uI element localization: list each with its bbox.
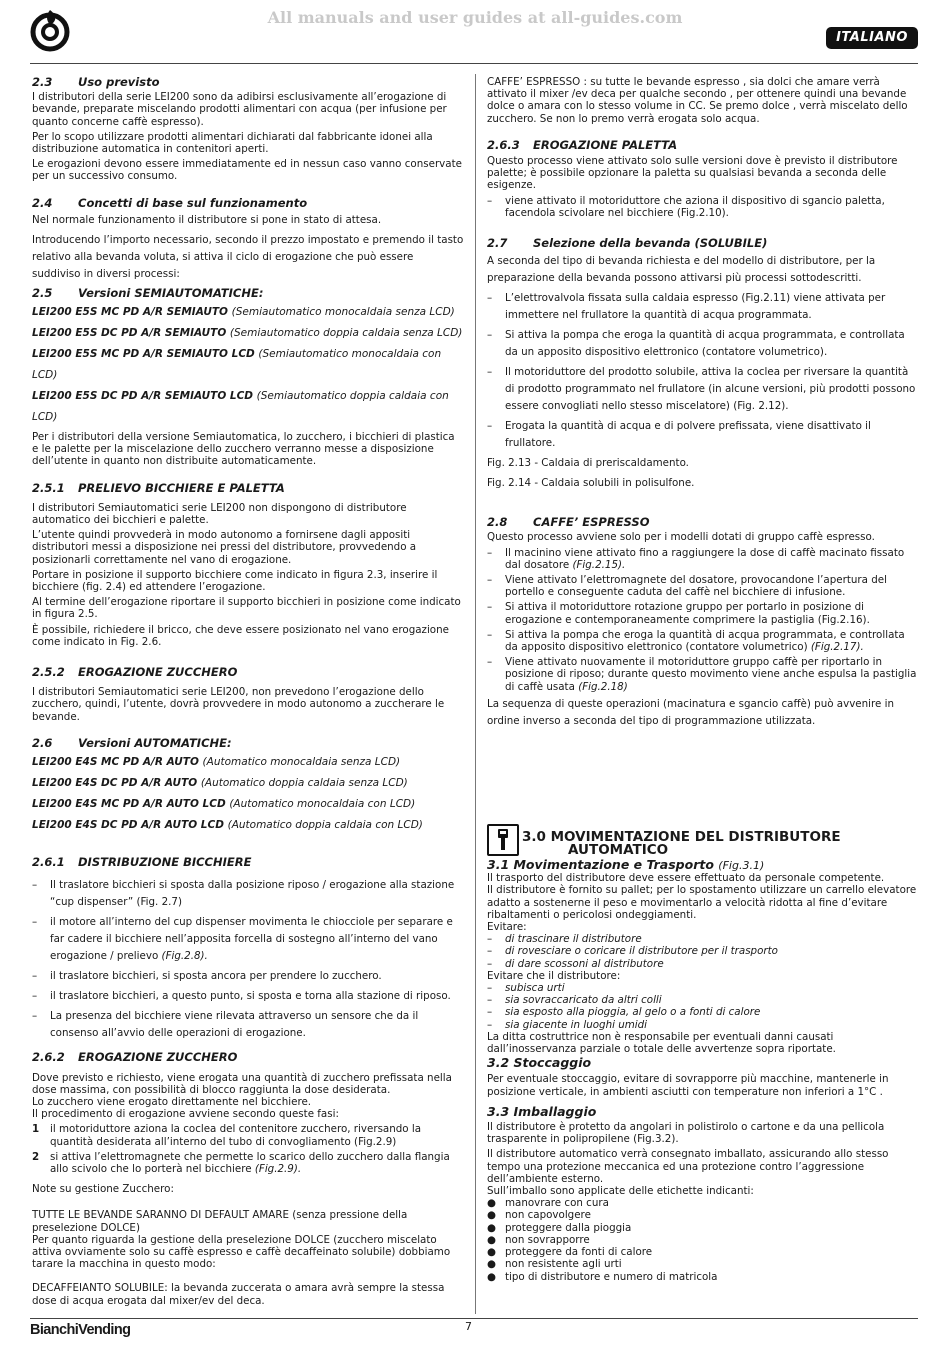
model-line: LEI200 E4S DC PD A/R AUTO (Automatico doppia caldaia senza LCD) <box>32 777 408 790</box>
paragraph: I distributori della serie LEI200 sono da adibirsi esclusivamente all’erogazione di bevande, preparate miscelando prodotti alimentari con acqua (per infusione per quanto concerne caffè espresso). <box>32 91 447 128</box>
paragraph: La ditta costruttrice non è responsabile per eventuali danni causati dall’inosservanza parziale o totale delle avvertenze sopra riportate. <box>487 1030 836 1056</box>
list-item: – Il macinino viene attivato fino a raggiungere la dose di caffè macinato fissato dal dosatore (Fig.2.15). <box>487 546 905 571</box>
list-item: ● manovrare con cura <box>487 1197 609 1210</box>
list-item: – L’elettrovalvola fissata sulla caldaia espresso (Fig.2.11) viene attivata per immettere nel frullatore la quantità di acqua programmata. <box>487 292 886 322</box>
model-line: LEI200 E4S MC PD A/R AUTO LCD (Automatico monocaldaia con LCD) <box>32 798 416 811</box>
list-item: – Si attiva il motoriduttore rotazione gruppo per portarlo in posizione di erogazione e contemporaneamente comprimere la pastiglia (Fig.2.16). <box>487 601 870 626</box>
list-item: ● proteggere dalla pioggia <box>487 1221 632 1234</box>
footer-rule <box>30 1318 918 1319</box>
paragraph: Per i distributori della versione Semiautomatica, lo zucchero, i bicchieri di plastica e le palette per la miscelazione dello zucchero verranno messe a disposizione dell’utente in quanto non distribuite automaticamente. <box>32 431 455 468</box>
watermark: All manuals and user guides at all-guides.com <box>267 8 683 27</box>
list-item: 2 si attiva l’elettromagnete che permette lo scarico dello zucchero dalla flangia allo scivolo che lo porterà nel bicchiere (Fig.2.9). <box>32 1150 450 1175</box>
figure-caption: Fig. 2.13 - Caldaia di preriscaldamento. <box>487 457 689 470</box>
paragraph: CAFFE’ ESPRESSO : su tutte le bevande espresso , sia dolci che amare verrà attivato il mixer /ev deca per qualche secondo , per ottenere quindi una bevande dolce o amara con lo stesso volume in CC. Se premo dolce , verrà miscelato dello zucchero. Se non lo premo verrà erogata solo acqua. <box>487 76 908 125</box>
model-line: LEI200 E4S DC PD A/R AUTO LCD (Automatico doppia caldaia con LCD) <box>32 819 423 832</box>
model-line: LEI200 E5S DC PD A/R SEMIAUTO (Semiautomatico doppia caldaia senza LCD) <box>32 327 463 340</box>
figure-caption: Fig. 2.14 - Caldaia solubili in polisulfone. <box>487 477 695 490</box>
heading-3-1: 3.1 Movimentazione e Trasporto (Fig.3.1) <box>487 857 765 872</box>
paragraph: Per lo scopo utilizzare prodotti alimentari dichiarati dal fabbricante idonei alla distribuzione automatica in contenitori aperti. <box>32 130 433 156</box>
heading-2-5-2: 2.5.2 EROGAZIONE ZUCCHERO <box>32 665 238 680</box>
list-item: ● non sovrapporre <box>487 1233 590 1246</box>
heading-2-4: 2.4 Concetti di base sul funzionamento <box>32 195 308 210</box>
paragraph: Note su gestione Zucchero: <box>32 1183 174 1196</box>
list-item: – sia esposto alla pioggia, al gelo o a fonti di calore <box>487 1006 761 1019</box>
list-item: – Viene attivato nuovamente il motoriduttore gruppo caffè per riportarlo in posizione di riposo; durante questo movimento viene anche espulsa la pastiglia di caffè usata (Fig.2.18) <box>487 656 917 693</box>
left-column <box>32 76 464 1307</box>
list-item: – il traslatore bicchieri, si sposta ancora per prendere lo zucchero. <box>32 970 382 983</box>
list-item: – di dare scossoni al distributore <box>487 957 664 970</box>
section-3-heading <box>522 831 922 857</box>
paragraph: Il distributore è fornito su pallet; per lo spostamento utilizzare un carrello elevatore adatto a sostenerne il peso e movimentarlo a velocità ridotta al fine d’evitare ribaltamenti o pericolosi ondeggiamenti. <box>487 884 917 921</box>
paragraph: Portare in posizione il supporto bicchiere come indicato in figura 2.3, inserire il bicchiere (fig. 2.4) ed attendere l’erogazione. <box>32 568 438 594</box>
paragraph: Sull’imballo sono applicate delle etichette indicanti: <box>487 1185 754 1198</box>
paragraph: Le erogazioni devono essere immediatamente ed in nessun caso vanno conservate per un successivo consumo. <box>32 158 462 183</box>
heading-3-3: 3.3 Imballaggio <box>487 1103 597 1119</box>
list-item: – Viene attivato l’elettromagnete del dosatore, provocandone l’apertura del portello e conseguente caduta del caffè nel bicchiere di infusione. <box>487 574 887 599</box>
language-badge: ITALIANO <box>826 27 918 49</box>
list-item: 1 il motoriduttore aziona la coclea del contenitore zucchero, riversando la quantità desiderata all’interno del tubo di convogliamento (Fig.2.9) <box>32 1123 422 1148</box>
list-item: ● tipo di distributore e numero di matricola <box>487 1270 718 1283</box>
paragraph: La sequenza di queste operazioni (macinatura e sgancio caffè) può avvenire in ordine inverso a seconda del tipo di programmazione utilizzata. <box>487 697 895 727</box>
list-item: – Si attiva la pompa che eroga la quantità di acqua programmata, e controllata da apposito dispositivo elettronico (contatore volumetrico) (Fig.2.17). <box>487 628 905 654</box>
paragraph: TUTTE LE BEVANDE SARANNO DI DEFAULT AMARE (senza pressione della preselezione DOLCE) <box>32 1209 408 1234</box>
list-item: – Il motoriduttore del prodotto solubile, attiva la coclea per riversare la quantità di prodotto programmato nel frullatore (in alcune versioni, più prodotti possono essere convogliati nello stesso miscelatore) (Fig. 2.12). <box>487 366 916 413</box>
heading-2-5: 2.5 Versioni SEMIAUTOMATICHE: <box>32 285 264 300</box>
heading-2-6-1: 2.6.1 DISTRIBUZIONE BICCHIERE <box>32 855 252 870</box>
list-item: – viene attivato il motoriduttore che aziona il dispositivo di sgancio paletta, facendola scivolare nel bicchiere (Fig.2.10). <box>487 194 885 219</box>
paragraph: I distributori Semiautomatici serie LEI200, non prevedono l’erogazione dello zucchero, quindi, l’utente, dovrà provvedere in modo autonomo a zuccherare le bevande. <box>32 686 445 723</box>
paragraph: Evitare che il distributore: <box>487 969 621 982</box>
model-line: LEI200 E4S MC PD A/R AUTO (Automatico monocaldaia senza LCD) <box>32 756 401 769</box>
heading-3-0-line2: AUTOMATICO <box>568 842 669 858</box>
footer-brand: BianchiVending <box>30 1322 131 1338</box>
paragraph: Per eventuale stoccaggio, evitare di sovrapporre più macchine, mantenerle in posizione verticale, in ambienti asciutti con temperature non inferiori a 1°C . <box>487 1073 889 1098</box>
heading-2-6-2: 2.6.2 EROGAZIONE ZUCCHERO <box>32 1050 238 1065</box>
column-divider <box>475 74 476 1314</box>
list-item: – Erogata la quantità di acqua e di polvere prefissata, viene disattivato il frullatore. <box>487 420 871 450</box>
list-item: – sia giacente in luoghi umidi <box>487 1018 648 1031</box>
list-item: – di rovesciare o coricare il distributore per il trasporto <box>487 945 778 958</box>
right-column <box>487 76 919 733</box>
list-item: – il motore all’interno del cup dispenser movimenta le chiocciole per separare e far cadere il bicchiere nell’apposita forcella di sostegno all’interno del vano erogazione / prelievo (Fig.2.8). <box>32 916 453 963</box>
list-item: ● proteggere da fonti di calore <box>487 1246 653 1259</box>
paragraph: L’utente quindi provvederà in modo autonomo a fornirsene dagli appositi distributori messi a disposizione nei pressi del distributore, provvedendo a posizionarli correttamente nel vano di erogazione. <box>32 529 417 566</box>
paragraph: Dove previsto e richiesto, viene erogata una quantità di zucchero prefissata nella dose massima, con possibilità di blocco raggiunta la dose desiderata. <box>32 1071 452 1096</box>
list-item: – il traslatore bicchieri, a questo punto, si sposta e torna alla stazione di riposo. <box>32 990 451 1003</box>
heading-2-8: 2.8 CAFFE’ ESPRESSO <box>487 515 650 530</box>
heading-2-6-3: 2.6.3 EROGAZIONE PALETTA <box>487 137 678 152</box>
paragraph: Il distributore automatico verrà consegnato imballato, assicurando allo stesso tempo una protezione meccanica ed una protezione contro l’aggressione dell’ambiente esterno. <box>487 1148 889 1185</box>
list-item: – subisca urti <box>487 982 565 995</box>
list-item: ● non resistente agli urti <box>487 1258 622 1271</box>
section-3-body <box>487 859 919 1283</box>
list-item: – La presenza del bicchiere viene rilevata attraverso un sensore che da il consenso all’avvio delle operazioni di erogazione. <box>32 1010 419 1040</box>
brand-logo-icon <box>28 8 72 52</box>
paragraph: Per quanto riguarda la gestione della preselezione DOLCE (zucchero miscelato attiva ovviamente solo su caffè espresso e caffè decaffeinato solubile) dobbiamo tarare la macchina in questo modo: <box>32 1233 451 1271</box>
list-item: – di trascinare il distributore <box>487 933 642 946</box>
heading-3-2: 3.2 Stoccaggio <box>487 1055 592 1071</box>
paragraph: Il distributore è protetto da angolari in polistirolo o cartone e da una pellicola trasparente in polipropilene (Fig.3.2). <box>487 1121 885 1146</box>
model-line: LEI200 E5S MC PD A/R SEMIAUTO (Semiautomatico monocaldaia senza LCD) <box>32 306 455 319</box>
paragraph: A seconda del tipo di bevanda richiesta e del modello di distributore, per la preparazione della bevanda possono attivarsi più processi sottodescritti. <box>487 255 876 285</box>
heading-2-3: 2.3 Uso previsto <box>32 75 160 89</box>
paragraph: Questo processo avviene solo per i modelli dotati di gruppo caffè espresso. <box>487 531 875 544</box>
heading-2-6: 2.6 Versioni AUTOMATICHE: <box>32 735 232 750</box>
wrench-icon <box>487 824 519 856</box>
paragraph: Al termine dell’erogazione riportare il supporto bicchieri in posizione come indicato in figura 2.5. <box>32 596 461 621</box>
paragraph: DECAFFEIANTO SOLUBILE: la bevanda zuccerata o amara avrà sempre la stessa dose di acqua erogata dal mixer/ev del deca. <box>32 1282 445 1307</box>
paragraph: Evitare: <box>487 921 527 934</box>
heading-2-5-1: 2.5.1 PRELIEVO BICCHIERE E PALETTA <box>32 480 285 495</box>
paragraph: È possibile, richiedere il bricco, che deve essere posizionato nel vano erogazione come indicato in Fig. 2.6. <box>32 623 449 648</box>
paragraph: Lo zucchero viene erogato direttamente nel bicchiere. <box>32 1095 312 1108</box>
paragraph: Nel normale funzionamento il distributore si pone in stato di attesa. <box>32 213 382 226</box>
heading-2-7: 2.7 Selezione della bevanda (SOLUBILE) <box>487 236 768 251</box>
heading-3-0: 3.0 MOVIMENTAZIONE DEL DISTRIBUTORE <box>522 829 841 845</box>
model-line: LEI200 E5S DC PD A/R SEMIAUTO LCD (Semiautomatico doppia caldaia con LCD) <box>32 390 449 424</box>
list-item: – sia sovraccaricato da altri colli <box>487 994 662 1007</box>
model-line: LEI200 E5S MC PD A/R SEMIAUTO LCD (Semiautomatico monocaldaia con LCD) <box>32 348 442 382</box>
paragraph: I distributori Semiautomatici serie LEI200 non dispongono di distributore automatico dei bicchieri e palette. <box>32 501 407 527</box>
list-item: – Si attiva la pompa che eroga la quantità di acqua programmata, e controllata da un apposito dispositivo elettronico (contatore volumetrico). <box>487 329 905 359</box>
paragraph: Il procedimento di erogazione avviene secondo queste fasi: <box>32 1108 339 1121</box>
list-item: – Il traslatore bicchieri si sposta dalla posizione riposo / erogazione alla stazione “cup dispenser” (Fig. 2.7) <box>32 879 455 909</box>
list-item: ● non capovolgere <box>487 1209 591 1222</box>
paragraph: Questo processo viene attivato solo sulle versioni dove è previsto il distributore palette; è possibile opzionare la paletta su qualsiasi bevanda a seconda delle esigenze. <box>487 155 898 192</box>
header-rule <box>30 63 918 64</box>
page-number: 7 <box>465 1320 472 1333</box>
paragraph: Introducendo l’importo necessario, secondo il prezzo impostato e premendo il tasto relativo alla bevanda voluta, si attiva il ciclo di erogazione che può essere suddiviso in diversi processi: <box>32 233 464 280</box>
paragraph: Il trasporto del distributore deve essere effettuato da personale competente. <box>487 872 885 885</box>
